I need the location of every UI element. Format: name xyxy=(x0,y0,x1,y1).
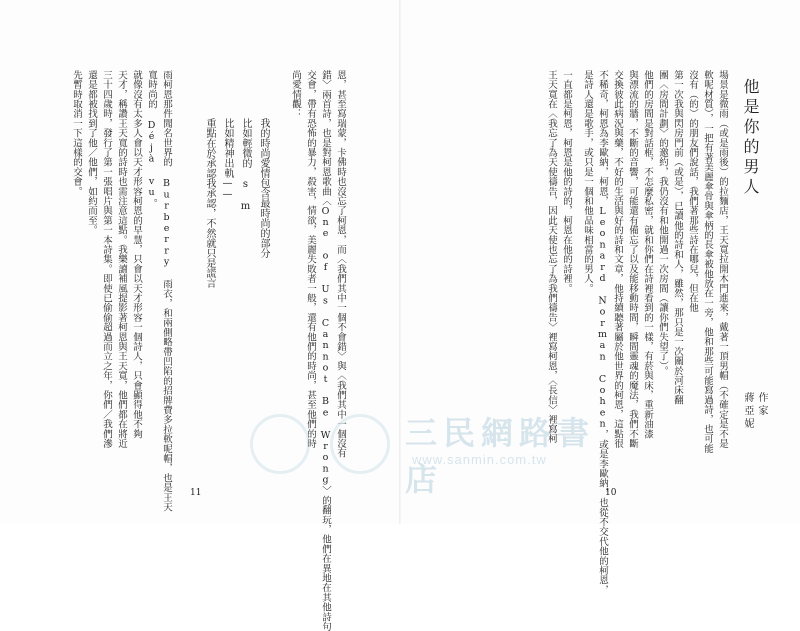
text-column: 軟呢材質），一把有著美麗傘骨與傘柄的長傘被他放在一旁，他和那些可能寫過詩，也可能 xyxy=(702,70,713,454)
text-column: 寬時尚的 Déjà vu。 xyxy=(146,70,157,209)
text-column: 王天寬在〈我忘了為天使禱告，因此天使也忘了為我們禱告〉裡寫柯恩，〈長信〉裡寫柯 xyxy=(546,70,557,444)
watermark-text: 三民網路書店 xyxy=(405,414,596,498)
text-column: 場景是微雨（或是雨後）的拉麵店，王天寬拉開木門進來，戴著一頂男帽（不確定是不是 xyxy=(717,70,728,449)
text-column: 他們的房間是對話框，不怎麼私密，就和你們在詩裡看到的一樣，有菸與床，重新油漆 xyxy=(642,70,653,439)
text-column: 就像沒有太多人會以天才形容柯恩的早慧，只會以天才形容一個詩人，只會顯得他不夠 xyxy=(131,70,142,439)
text-column: 錯〉兩首詩，也是對柯恩歌曲〈One of Us Cannot Be Wrong〉的翻玩，他們在異地在其他詩句 xyxy=(320,70,331,631)
byline xyxy=(740,392,768,431)
text-column: 是詩人還是歌手，或只是一個和他品味相當的男人。 xyxy=(582,70,593,294)
author-label: 作家 xyxy=(756,392,767,418)
text-column: 沒有（的）的朋友們說話，我們著那些詩在哪兒，但在他 xyxy=(687,70,698,313)
article-title: 他是你的男人 xyxy=(741,78,760,198)
text-column: 還是都被找到了他／他們，如約而至。 xyxy=(86,70,97,235)
quote-line: 重點在於承認我承認，不然就只是謊言 xyxy=(204,118,215,288)
text-column: 一直都是柯恩，柯恩是他的詩的，柯恩在他的詩裡。 xyxy=(561,70,572,294)
text-column: 天才，稱讚王天寬的詩時也需注意這點。我樂讀補風提影著柯恩與王天寬，他們都在將近 xyxy=(116,70,127,449)
text-column: 三十四歲時，發行了第一張唱片與第一本詩集。即使已偷偷超過而立之年，你們／我們滲 xyxy=(101,70,112,449)
quote-line: 比如輕微的 s m xyxy=(240,118,251,212)
quote-line: 我的時尚愛情包含最時尚的部分 xyxy=(258,118,269,258)
text-column: 與漂流的牆，不斷的音響，可能還有備忘了以及能移動時間，瞬間靈魂的魔法，我們不斷 xyxy=(627,70,638,449)
quote-line: 比如精神出軌—— xyxy=(222,118,233,200)
watermark-seal-icon xyxy=(250,414,310,474)
watermark-url: www.sanmin.com.tw xyxy=(412,452,547,467)
author-name: 蔣亞妮 xyxy=(742,392,753,431)
page-number: 10 xyxy=(605,488,617,498)
text-column: 交換彼此病況與藥，不好的生活與好的詩和文章，他持續聽著屬於他世界的柯恩，這點很 xyxy=(612,70,623,449)
text-column: 不稀奇，柯恩為李歐納，柯恩，Leonard Norman Cohen，或是李歐納，也從不交代他的柯恩， xyxy=(597,70,608,595)
text-column: 團〈房間計劃〉的邀約，我仍沒有和他開過一次房間（讓你們失望了）。 xyxy=(657,70,668,376)
text-column: 尚愛情觀： xyxy=(290,70,301,119)
text-column: 第一次我與閃房門前（或是），已讀他的詩和人，雖然，那只是一次關於河床翻 xyxy=(672,70,683,405)
text-column: 雨柯恩那件聞名世界的 Burberry 雨衣，和兩側略帶凹陷的招牌費多拉軟呢帽，也是王天 xyxy=(161,70,172,512)
text-column: 恩，甚至寫瑞蒙，卡佛時也沒忘了柯恩，而〈我們其中一個不會錯〉與〈我們其中一個沒有 xyxy=(335,70,346,458)
watermark-seal-icon xyxy=(330,414,390,474)
text-column: 交會，帶有恐怖的暴力，殺害，情欲，美麗失敗者一般，還有他們的時尚，甚至他們的時 xyxy=(305,70,316,449)
text-column: 先暫時取消一下這樣的交會。 xyxy=(71,70,82,197)
page-number: 11 xyxy=(190,488,202,498)
